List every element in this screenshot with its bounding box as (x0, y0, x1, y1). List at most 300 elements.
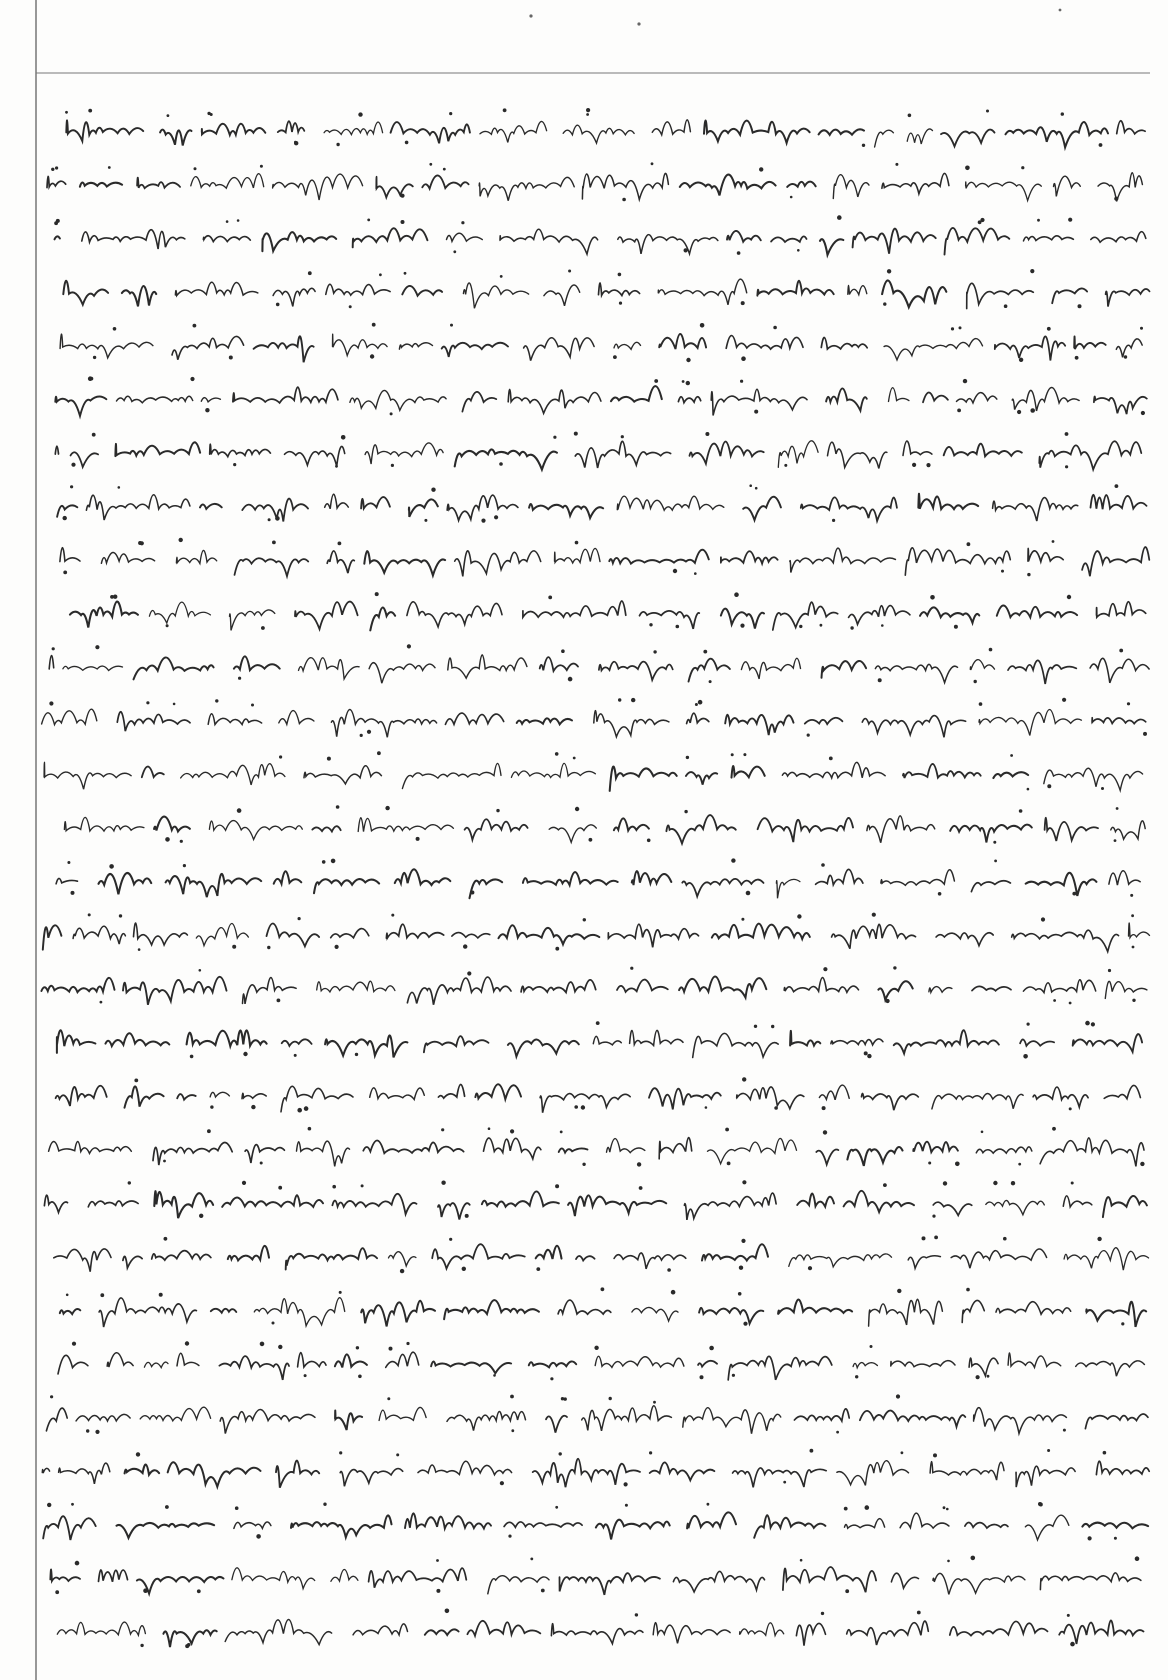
handwritten-word (350, 390, 446, 410)
handwritten-word (907, 129, 932, 144)
handwritten-word (831, 1039, 883, 1045)
ink-dot (741, 1239, 745, 1243)
ink-dot (743, 1322, 747, 1326)
ink-dot (391, 914, 394, 917)
handwritten-word (465, 819, 528, 840)
ink-dot (1053, 999, 1056, 1002)
ink-dot (832, 519, 835, 522)
ink-dot (1047, 1449, 1050, 1452)
handwritten-word (484, 1138, 541, 1159)
handwritten-word (50, 1569, 80, 1581)
handwritten-word (826, 388, 867, 410)
handwriting-line (54, 1236, 1149, 1274)
ink-dot (275, 516, 280, 521)
ink-dot (226, 220, 229, 223)
handwritten-word (172, 336, 244, 359)
ink-dot (647, 839, 651, 843)
ink-dot (684, 810, 687, 813)
handwriting-line (65, 108, 1145, 147)
handwritten-word (930, 1462, 1004, 1481)
ink-dot (75, 1561, 80, 1566)
ink-dot (276, 303, 280, 307)
handwritten-word (649, 1088, 721, 1109)
ink-dot (278, 1186, 282, 1190)
handwritten-word (369, 663, 435, 684)
handwritten-word (971, 881, 1010, 892)
ink-dot (349, 305, 352, 308)
handwritten-word (1008, 1353, 1061, 1367)
handwritten-word (596, 1520, 670, 1540)
handwritten-word (219, 1356, 289, 1380)
ink-dot (963, 379, 967, 383)
handwritten-word (680, 175, 776, 196)
handwritten-word (974, 1408, 1067, 1434)
handwriting-line (60, 323, 1143, 362)
handwritten-word (607, 1139, 645, 1153)
handwritten-word (1094, 396, 1147, 414)
ink-dot (338, 542, 342, 546)
ink-dot (1030, 269, 1034, 273)
handwritten-word (951, 1249, 1046, 1268)
handwritten-word (242, 1093, 266, 1098)
handwriting-line (46, 1394, 1148, 1434)
handwriting-line (47, 162, 1142, 201)
ink-dot (559, 1452, 562, 1455)
handwritten-word (1008, 660, 1076, 684)
ink-dot (639, 1186, 643, 1190)
handwritten-word (243, 978, 297, 1004)
handwritten-word (152, 1251, 211, 1260)
handwritten-word (1024, 236, 1074, 241)
handwritten-word (932, 1093, 1023, 1108)
ink-dot (237, 808, 242, 813)
ink-dot (673, 569, 677, 573)
handwritten-word (58, 1355, 88, 1374)
ink-dot (986, 110, 989, 113)
ink-dot (773, 326, 777, 330)
handwritten-word (521, 980, 596, 993)
ink-dot (1001, 570, 1004, 573)
handwritten-word (291, 1515, 392, 1537)
handwritten-word (154, 1191, 213, 1218)
ink-dot (1114, 197, 1118, 201)
ink-dot (429, 163, 432, 166)
ink-dot (51, 168, 54, 171)
handwritten-word (232, 1568, 315, 1589)
handwritten-word (965, 1522, 1008, 1528)
ink-dot (951, 327, 954, 330)
ink-dot (954, 625, 958, 629)
handwritten-word (582, 173, 668, 199)
ink-dot (431, 488, 435, 492)
ink-dot (946, 1508, 949, 1511)
ink-dot (1010, 754, 1013, 757)
handwritten-word (845, 1519, 885, 1529)
handwritten-word (448, 655, 527, 678)
handwritten-word (361, 1301, 435, 1327)
handwritten-word (996, 1302, 1071, 1314)
handwritten-word (504, 1522, 582, 1527)
handwritten-word (47, 176, 66, 187)
ink-dot (703, 650, 707, 654)
ink-dot (705, 1106, 708, 1109)
ink-dot (649, 1451, 652, 1454)
handwritten-word (529, 1361, 576, 1367)
handwritten-word (281, 1086, 353, 1111)
handwritten-word (941, 130, 995, 147)
handwritten-word (962, 1300, 984, 1322)
ink-dot (1121, 1322, 1124, 1325)
handwritten-word (979, 710, 1081, 736)
ink-dot (358, 1375, 362, 1379)
handwritten-word (524, 338, 595, 361)
handwritten-word (533, 1459, 640, 1487)
handwritten-word (333, 334, 388, 355)
handwritten-word (1096, 1461, 1149, 1474)
handwritten-word (875, 664, 957, 682)
handwriting-line (57, 1609, 1143, 1649)
handwritten-word (726, 336, 803, 350)
ink-dot (1131, 914, 1134, 917)
handwritten-word (1026, 873, 1097, 896)
ink-dot (1132, 946, 1135, 949)
handwritten-word (508, 389, 601, 413)
handwritten-word (42, 709, 97, 724)
handwritten-word (1040, 1573, 1141, 1590)
handwritten-word (63, 666, 123, 670)
handwritten-word (673, 1571, 764, 1591)
ink-dot (1052, 1127, 1056, 1131)
handwritten-word (794, 1409, 849, 1421)
handwritten-word (274, 871, 302, 884)
ink-dot (651, 162, 654, 165)
ink-dot (686, 358, 690, 362)
ink-dot (742, 1077, 746, 1081)
handwriting-line (56, 858, 1140, 898)
handwritten-word (55, 446, 58, 454)
ink-dot (1027, 573, 1030, 576)
ink-dot (700, 1375, 704, 1379)
ink-dot (966, 1288, 970, 1292)
handwritten-word (882, 173, 949, 193)
ink-dot (934, 1236, 938, 1240)
ink-dot (896, 1394, 900, 1398)
ink-dot (441, 1181, 445, 1185)
ink-dot (1101, 787, 1104, 790)
handwritten-word (55, 236, 60, 239)
handwritten-word (43, 1516, 95, 1540)
handwritten-word (891, 1573, 918, 1588)
handwritten-word (844, 1191, 914, 1212)
handwritten-word (882, 280, 946, 307)
ink-dot (449, 1238, 452, 1241)
handwritten-word (125, 1086, 164, 1107)
ink-dot (541, 1589, 545, 1593)
ink-dot (870, 1345, 873, 1348)
handwritten-word (816, 1150, 838, 1165)
ink-dot (700, 323, 705, 328)
ink-dot (1041, 917, 1045, 921)
ink-dot (560, 1131, 563, 1134)
ink-dot (731, 753, 734, 756)
ink-dot (294, 1054, 297, 1057)
handwritten-word (1129, 923, 1150, 938)
handwritten-word (422, 175, 468, 188)
handwritten-word (683, 1408, 781, 1434)
ink-dot (267, 946, 270, 949)
ink-dot (727, 1162, 731, 1166)
ink-dot (327, 757, 331, 761)
handwritten-word (500, 229, 598, 254)
handwritten-word (379, 1407, 426, 1420)
ink-dot (146, 701, 149, 704)
ink-dot (979, 702, 983, 706)
handwritten-word (285, 446, 345, 466)
ink-dot (1124, 355, 1127, 358)
ink-dot (367, 219, 370, 222)
handwritten-word (225, 1620, 331, 1645)
handwriting-line (57, 1021, 1142, 1059)
handwritten-word (43, 925, 62, 949)
handwritten-word (1064, 1248, 1148, 1270)
ink-dot (391, 464, 394, 467)
ink-dot (568, 270, 571, 273)
handwritten-word (298, 1353, 326, 1367)
ink-dot (109, 864, 114, 869)
ink-dot (1103, 1451, 1107, 1455)
ink-dot (355, 1053, 358, 1056)
ink-dot (360, 734, 363, 737)
ink-dot (686, 381, 690, 385)
handwritten-word (54, 1249, 111, 1272)
handwritten-word (1111, 821, 1145, 839)
ink-dot (113, 327, 117, 331)
handwritten-word (682, 879, 763, 897)
handwritten-word (918, 494, 978, 509)
ink-dot (470, 891, 474, 895)
handwritten-word (678, 397, 700, 403)
ink-dot (926, 463, 930, 467)
ink-dot (734, 592, 739, 597)
ink-dot (621, 435, 624, 438)
handwritten-word (614, 818, 649, 830)
handwriting-line (55, 376, 1147, 416)
ink-dot (596, 1021, 600, 1025)
ink-dot (462, 1267, 466, 1271)
handwritten-word (1090, 658, 1149, 683)
ink-dot (163, 1160, 166, 1163)
ink-dot (1030, 408, 1035, 413)
handwritten-word (523, 872, 618, 885)
handwritten-word (1091, 495, 1147, 509)
handwritten-word (993, 772, 1028, 778)
ink-dot (901, 1451, 904, 1454)
handwriting-line (55, 432, 1141, 470)
handwritten-word (191, 174, 264, 189)
handwritten-word (544, 285, 580, 306)
ink-dot (797, 249, 800, 252)
handwritten-word (438, 1084, 464, 1098)
handwritten-word (576, 1256, 595, 1260)
ink-dot (242, 1181, 246, 1185)
ink-dot (229, 356, 233, 360)
ink-dot (536, 1267, 540, 1271)
handwritten-word (273, 288, 315, 306)
ink-dot (1011, 1181, 1015, 1185)
handwritten-word (1025, 1515, 1068, 1540)
handwriting-line (50, 1556, 1141, 1595)
ink-dot (989, 648, 993, 652)
handwritten-word (488, 1576, 549, 1594)
handwritten-word (878, 981, 912, 1000)
ink-dot (1063, 1429, 1066, 1432)
ink-dot (510, 1129, 514, 1133)
handwritten-word (905, 548, 1010, 575)
handwritten-word (796, 1623, 825, 1645)
handwritten-word (741, 658, 800, 679)
handwritten-word (698, 1361, 717, 1367)
handwritten-word (632, 871, 672, 885)
handwritten-word (1073, 1034, 1142, 1052)
handwritten-word (160, 130, 191, 146)
handwritten-word (1092, 718, 1146, 724)
ink-dot (1065, 465, 1068, 468)
handwriting-line (60, 538, 1149, 577)
ink-dot (243, 1052, 247, 1056)
handwriting-line (64, 805, 1145, 844)
ink-dot (500, 1481, 504, 1485)
handwriting-line (60, 1287, 1146, 1327)
ink-dot (731, 858, 735, 862)
handwritten-word (176, 550, 216, 563)
ink-dot (1069, 1107, 1072, 1110)
ink-dot (829, 757, 833, 761)
ink-dot (845, 1589, 849, 1593)
handwritten-word (447, 495, 518, 520)
handwritten-word (903, 441, 932, 456)
handwritten-word (936, 933, 993, 946)
handwritten-word (254, 1298, 344, 1326)
handwritten-word (56, 878, 77, 883)
ink-dot (837, 215, 842, 220)
handwritten-word (370, 1088, 425, 1100)
handwritten-word (210, 1092, 229, 1097)
ink-dot (1067, 595, 1071, 599)
handwritten-word (652, 120, 690, 135)
handwritten-word (88, 1201, 138, 1207)
ink-dot (210, 1105, 213, 1108)
ink-dot (1023, 1054, 1028, 1059)
handwritten-word (929, 987, 952, 993)
handwritten-word (957, 393, 997, 403)
handwritten-word (908, 1256, 940, 1269)
ink-dot (1052, 540, 1055, 543)
ink-dot (63, 571, 67, 575)
handwritten-word (123, 1256, 142, 1268)
handwritten-word (1076, 1361, 1145, 1376)
handwritten-word (49, 1141, 132, 1153)
ink-dot (755, 487, 758, 490)
ink-dot (589, 838, 593, 842)
handwritten-word (234, 1522, 271, 1528)
handwritten-word (386, 1352, 419, 1367)
handwritten-word (684, 1193, 776, 1220)
handwritten-word (86, 495, 189, 520)
handwritten-word (369, 1568, 467, 1588)
handwritten-word (66, 120, 143, 141)
ink-dot (370, 354, 374, 358)
ink-dot (55, 166, 58, 169)
handwritten-word (80, 182, 122, 186)
handwritten-word (106, 1033, 170, 1046)
ink-dot (754, 410, 758, 414)
ink-dot (416, 837, 420, 841)
ink-dot (298, 917, 301, 920)
ink-dot (553, 436, 556, 439)
handwritten-word (42, 1468, 49, 1473)
ink-dot (754, 1025, 757, 1028)
handwritten-word (969, 1358, 998, 1376)
handwritten-word (611, 386, 662, 401)
handwritten-word (614, 342, 641, 349)
handwritten-word (187, 1030, 267, 1046)
handwritten-word (353, 228, 428, 247)
handwritten-word (608, 924, 698, 947)
handwritten-word (733, 1468, 827, 1487)
handwritten-word (869, 1299, 943, 1326)
handwritten-word (299, 658, 360, 679)
handwritten-word (46, 1408, 67, 1431)
handwritten-word (737, 1087, 804, 1109)
handwritten-word (778, 441, 818, 468)
handwritten-word (431, 1362, 511, 1374)
handwritten-word (44, 762, 131, 789)
ink-dot (943, 1181, 947, 1185)
ink-dot (705, 432, 709, 436)
handwriting-line (49, 1127, 1145, 1167)
ink-dot (749, 484, 752, 487)
handwritten-word (297, 1141, 350, 1166)
handwritten-word (282, 1039, 312, 1046)
handwritten-word (687, 713, 709, 723)
ink-dot (1062, 698, 1066, 702)
ink-dot (568, 677, 573, 682)
ink-dot (1021, 166, 1024, 169)
handwritten-word (757, 281, 833, 296)
ink-dot (67, 861, 70, 864)
ink-dot (390, 412, 393, 415)
ink-dot (625, 1504, 628, 1507)
ink-dot (994, 860, 997, 863)
handwritten-word (166, 874, 262, 897)
ink-dot (277, 999, 281, 1003)
ink-dot (190, 1055, 194, 1059)
ink-dot (496, 809, 499, 812)
handwritten-word (395, 869, 451, 885)
handwritten-word (499, 925, 600, 944)
ink-dot (108, 166, 111, 169)
handwritten-word (529, 504, 603, 518)
handwritten-word (555, 548, 601, 562)
handwritten-word (222, 1195, 323, 1207)
ink-dot (821, 1612, 824, 1615)
ink-dot (574, 432, 578, 436)
ink-dot (784, 464, 787, 467)
ink-dot (1027, 1023, 1030, 1026)
ink-dot (573, 757, 576, 760)
ink-dot (709, 1346, 714, 1351)
handwritten-word (1097, 602, 1146, 618)
